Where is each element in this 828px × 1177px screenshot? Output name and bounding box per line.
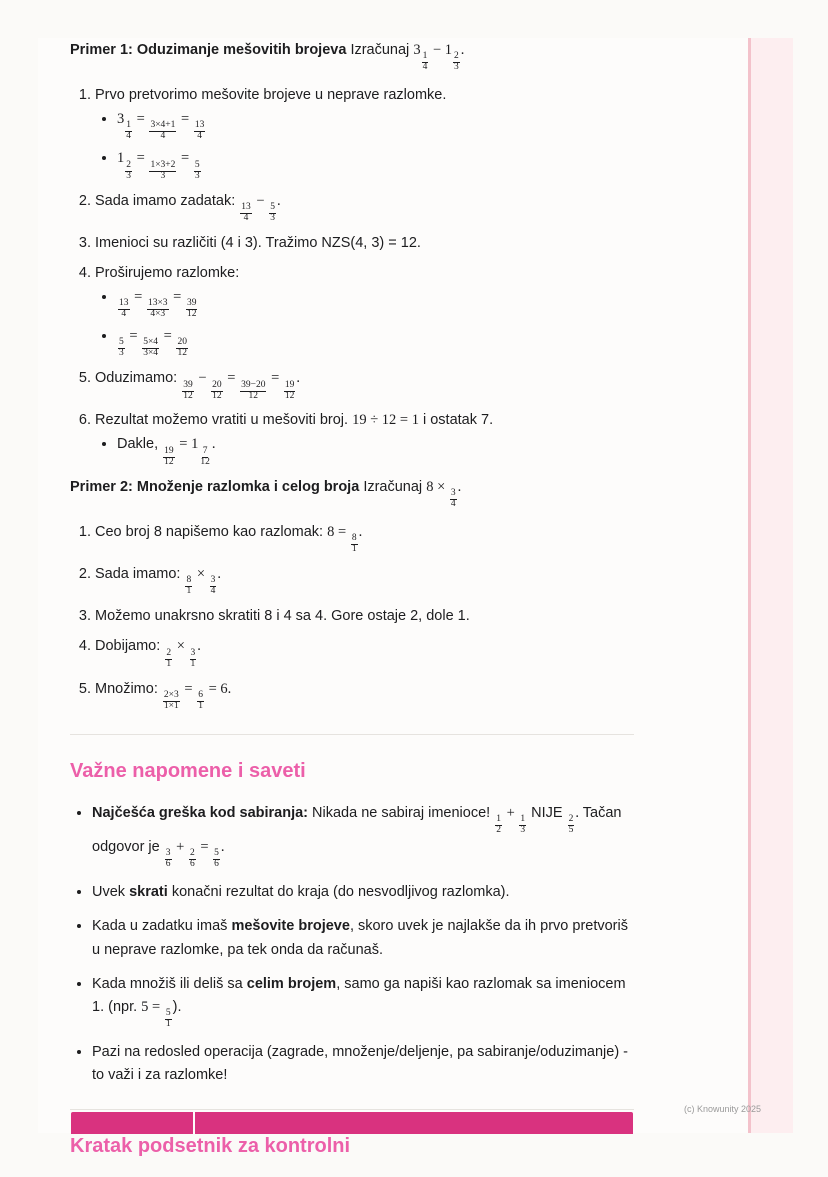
section-divider xyxy=(70,734,634,735)
list-item: • 3 $\frac{1}{4}$ = $\frac{3\times 4+1}{4}$ = $\frac{13}{4}$ xyxy=(117,109,640,142)
list-item: • 1 $\frac{2}{3}$ = $\frac{1\times 3+2}{3}$ = $\frac{5}{3}$ xyxy=(117,148,640,181)
list-item: • Dakle, $\frac{19}{12}$ = 1 $\frac{7}{12}$ . xyxy=(117,434,640,467)
list-item: 2. Sada imamo: $\frac{8}{1}$ × $\frac{3}{4}$ . xyxy=(95,564,640,597)
list-item: 6. Rezultat možemo vratiti u mešoviti broj. 19 ÷ 12 = 1 i ostatak 7. • Dakle, $\frac{19}{12}$ = 1 $\frac{7}{12}$ . xyxy=(95,410,640,467)
list-item: • Pazi na redosled operacija (zagrade, množenje/deljenje, pa sabiranje/oduzimanje) - to važi i za razlomke! xyxy=(92,1041,640,1087)
example-1-title-bold: Primer 1: Oduzimanje mešovitih brojeva xyxy=(70,42,347,58)
list-item: 5. Oduzimamo: $\frac{39}{12}$ − $\frac{20}{12}$ = $\frac{39-20}{12}$ = $\frac{19}{12}$ . xyxy=(95,368,640,401)
section-heading-tips: Važne napomene i saveti xyxy=(70,759,306,782)
list-item: 3. Možemo unakrsno skratiti 8 i 4 sa 4. Gore ostaje 2, dole 1. xyxy=(95,606,640,627)
list-item: • Kada množiš ili deliš sa celim brojem, samo ga napiši kao razlomak sa imeniocem 1. (npr. 5 = $\frac{5}{1}$ ). xyxy=(92,973,640,1030)
list-item: 4. Dobijamo: $\frac{2}{1}$ × $\frac{3}{1}$ . xyxy=(95,636,640,669)
example-1-problem: 3 $\frac{1}{4}$ − 1 $\frac{2}{3}$ . xyxy=(413,42,465,73)
table-header-bar xyxy=(71,1112,633,1134)
list-item: 2. Sada imamo zadatak: $\frac{13}{4}$ − $\frac{5}{3}$ . xyxy=(95,191,640,224)
section-divider xyxy=(70,1109,634,1110)
list-item: 1. Ceo broj 8 napišemo kao razlomak: 8 = $\frac{8}{1}$ . xyxy=(95,522,640,555)
list-item: 4. Proširujemo razlomke: • $\frac{13}{4}$ = $\frac{13\times 3}{4\times 3}$ = $\frac{39}{12}$ • $\frac{5}{3}$ = $\frac{5\times 4}{3\times 4}$ = $\frac{20}{12}$ xyxy=(95,263,640,359)
list-item: 3. Imenioci su različiti (4 i 3). Tražimo NZS(4, 3) = 12. xyxy=(95,233,640,254)
list-item: • $\frac{13}{4}$ = $\frac{13\times 3}{4\times 3}$ = $\frac{39}{12}$ xyxy=(117,287,640,320)
example-1-steps xyxy=(70,85,640,467)
tips-list xyxy=(70,802,640,1088)
section-heading-reminder: Kratak podsetnik za kontrolni xyxy=(70,1135,351,1158)
list-item: • Najčešća greška kod sabiranja: Nikada ne sabiraj imenioce! $\frac{1}{2}$ + $\frac{1}{3}$ NIJE $\frac{2}{5}$ . Tačan odgovor je $\frac{3}{6}$ + $\frac{2}{6}$ = $\frac{5}{6}$ . xyxy=(92,802,640,870)
list-item: • Kada u zadatku imaš mešovite brojeve, skoro uvek je najlakše da ih prvo pretvoriš u neprave razlomke, pa tek onda da računaš. xyxy=(92,915,640,961)
example-1-title xyxy=(70,40,640,73)
example-1-title-rest: Izračunaj xyxy=(350,42,410,58)
document-content xyxy=(70,40,640,1177)
table-header-divider xyxy=(193,1112,195,1134)
page-margin-band xyxy=(748,38,793,1133)
list-item: • $\frac{5}{3}$ = $\frac{5\times 4}{3\times 4}$ = $\frac{20}{12}$ xyxy=(117,326,640,359)
list-item: 5. Množimo: $\frac{2\times 3}{1\times 1}$ = $\frac{6}{1}$ = 6. xyxy=(95,679,640,712)
list-item: • Uvek skrati konačni rezultat do kraja (do nesvodljivog razlomka). xyxy=(92,881,640,904)
example-2-problem: 8 × $\frac{3}{4}$ . xyxy=(426,478,462,509)
copyright-footer: (c) Knowunity 2025 xyxy=(684,1104,762,1114)
example-2-title-bold: Primer 2: Množenje razlomka i celog broja xyxy=(70,478,360,495)
list-item: 1. Prvo pretvorimo mešovite brojeve u neprave razlomke. • 3 $\frac{1}{4}$ = $\frac{3\times 4+1}{4}$ = $\frac{13}{4}$ • 1 $\frac{2}{3}$ = $\frac{1\times 3+2}{3}$ = $\frac{5}{3}$ xyxy=(95,85,640,181)
example-2-title: Primer 2: Množenje razlomka i celog broja Izračunaj 8 × $\frac{3}{4}$ . xyxy=(70,478,462,509)
example-2-steps xyxy=(70,522,640,712)
